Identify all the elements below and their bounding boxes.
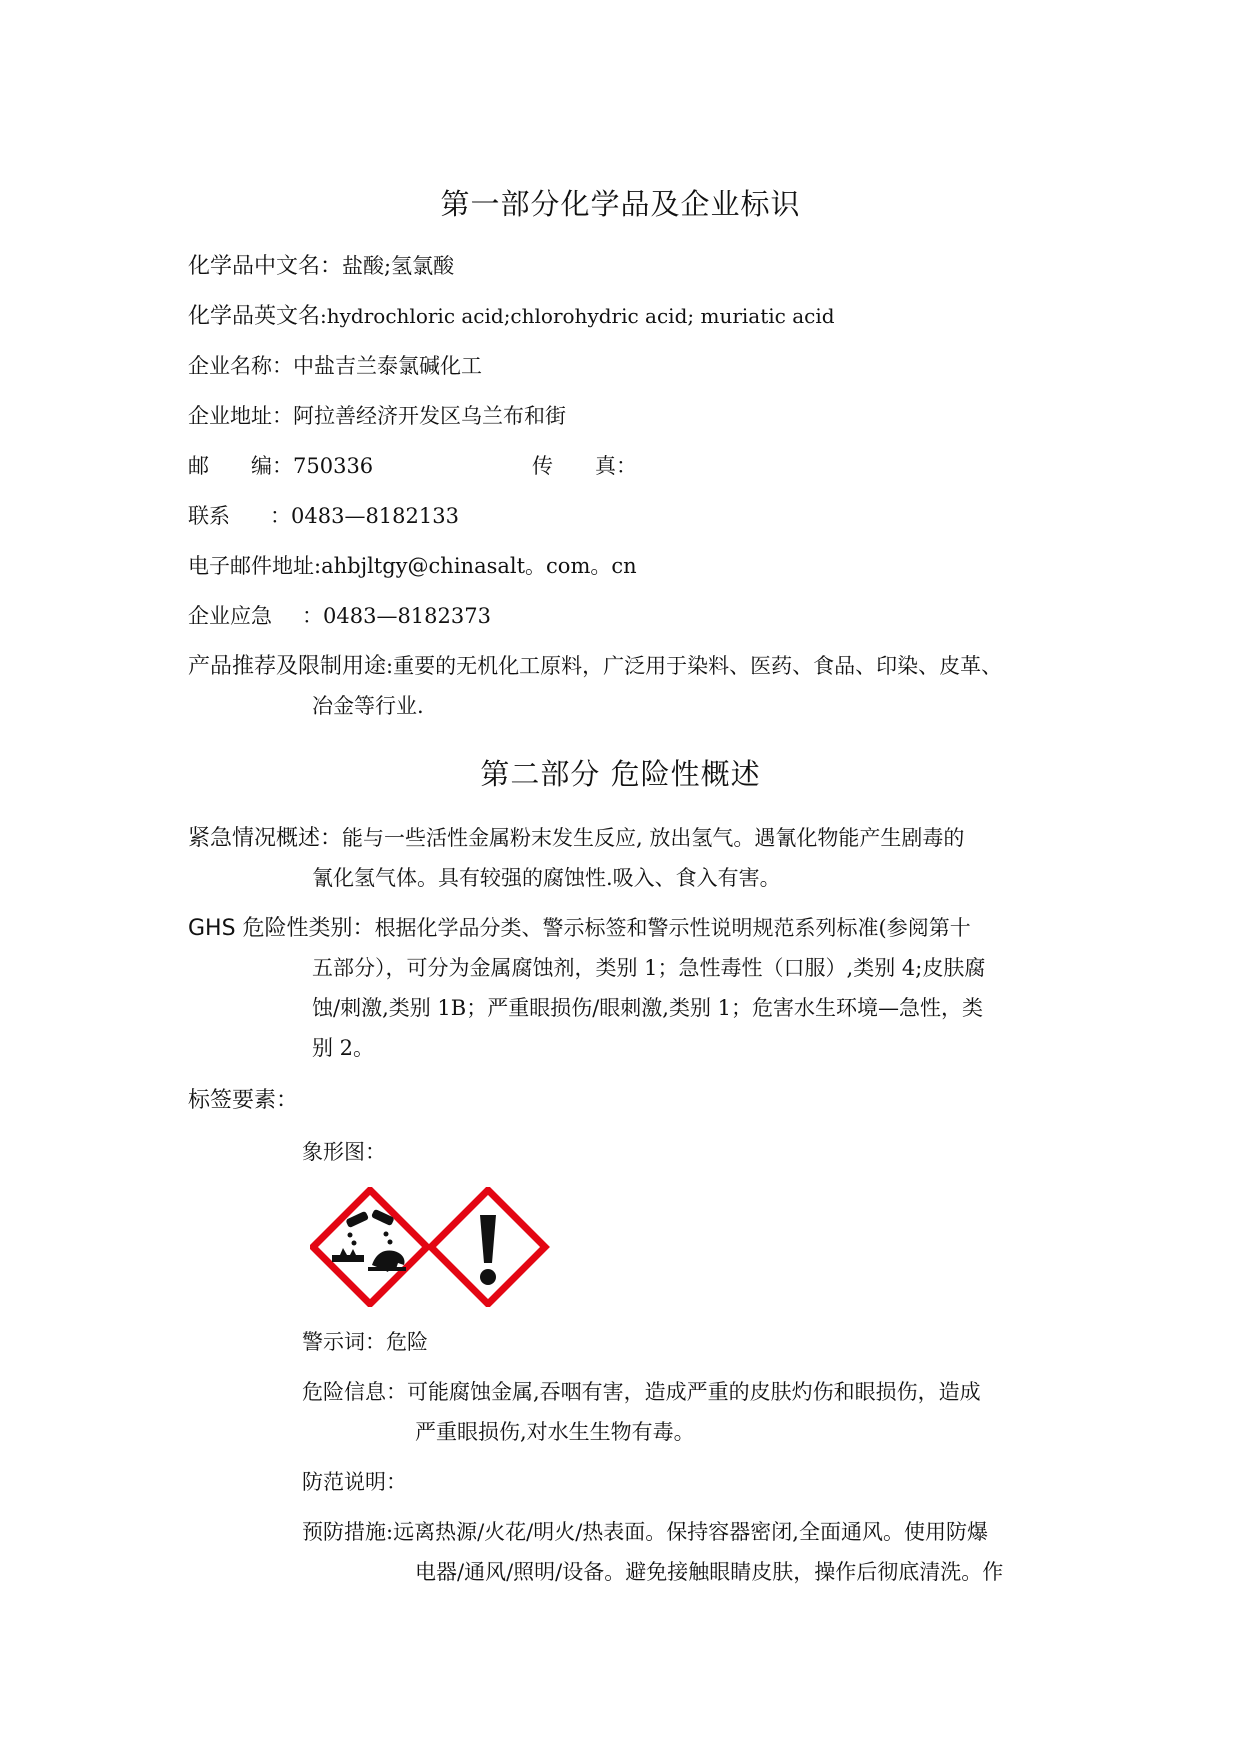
hazard-info-line1: 可能腐蚀金属,吞咽有害，造成严重的皮肤灼伤和眼损伤，造成 <box>407 1380 981 1404</box>
en-name-row <box>188 302 835 331</box>
exclamation-mark-icon <box>431 1190 545 1304</box>
section2-title: 第二部分 危险性概述 <box>480 757 761 791</box>
ghs-row <box>188 914 971 943</box>
usage-row <box>188 652 1002 681</box>
prevention-line1: 远离热源/火花/明火/热表面。保持容器密闭,全面通风。使用防爆 <box>393 1520 988 1544</box>
email-value: :ahbjltgy@chinasalt。com。cn <box>314 554 637 578</box>
corrosion-icon <box>313 1190 427 1304</box>
emergency-label: 企业应急 <box>188 604 272 628</box>
prevention-row <box>302 1518 988 1546</box>
ghs-label: GHS 危险性类别： <box>188 916 375 941</box>
section1-title: 第一部分化学品及企业标识 <box>440 187 801 221</box>
ghs-pictograms <box>310 1187 550 1307</box>
emergency-overview-line1: 能与一些活性金属粉末发生反应, 放出氢气。遇氰化物能产生剧毒的 <box>342 826 965 850</box>
contact-row <box>188 502 459 530</box>
ghs-line1: 根据化学品分类、警示标签和警示性说明规范系列标准(参阅第十 <box>374 916 971 940</box>
label-elements-row <box>188 1086 298 1115</box>
prevention-label: 预防措施: <box>302 1520 394 1544</box>
hazard-info-line2: 严重眼损伤,对水生生物有毒。 <box>415 1420 695 1444</box>
precaution-label: 防范说明： <box>302 1470 407 1494</box>
usage-value-line2: 冶金等行业. <box>312 694 424 718</box>
fax-label: 传 真： <box>532 454 637 478</box>
prevention-line2: 电器/通风/照明/设备。避免接触眼睛皮肤，操作后彻底清洗。作 <box>415 1560 1004 1584</box>
cn-name-row <box>188 252 454 281</box>
hazard-info-row <box>302 1378 981 1406</box>
ghs-line4: 别 2。 <box>312 1036 375 1060</box>
signal-word: 警示词：危险 <box>302 1330 428 1354</box>
ghs-line2: 五部分），可分为金属腐蚀剂，类别 1；急性毒性（口服）,类别 4;皮肤腐 <box>312 956 986 980</box>
email-row <box>188 552 637 580</box>
pictogram-label: 象形图： <box>302 1140 386 1164</box>
company-address: 企业地址：阿拉善经济开发区乌兰布和街 <box>188 404 566 428</box>
cn-name-value: 盐酸;氢氯酸 <box>342 254 455 278</box>
postcode-row <box>188 452 373 480</box>
usage-value-line1: :重要的无机化工原料，广泛用于染料、医药、食品、印染、皮革、 <box>386 654 1003 678</box>
emergency-overview-row <box>188 824 964 853</box>
postcode-value: 750336 <box>293 454 374 478</box>
cn-name-label: 化学品中文名： <box>188 254 343 279</box>
company-name: 企业名称：中盐吉兰泰氯碱化工 <box>188 354 482 378</box>
usage-label: 产品推荐及限制用途 <box>188 654 387 679</box>
hazard-info-label: 危险信息： <box>302 1380 407 1404</box>
emergency-overview-label: 紧急情况概述： <box>188 826 343 851</box>
emergency-overview-line2: 氰化氢气体。具有较强的腐蚀性.吸入、食入有害。 <box>312 866 781 890</box>
en-name-label: 化学品英文名 <box>188 304 321 329</box>
emergency-phone-row <box>188 602 491 630</box>
emergency-value: ：0483—8182373 <box>302 604 491 628</box>
email-label: 电子邮件地址 <box>188 554 314 578</box>
ghs-line3: 蚀/刺激,类别 1B；严重眼损伤/眼刺激,类别 1；危害水生环境—急性，类 <box>312 996 984 1020</box>
contact-label: 联系 <box>188 504 230 528</box>
label-elements-label: 标签要素： <box>188 1088 299 1113</box>
postcode-label: 邮 编： <box>188 454 293 478</box>
contact-value: ：0483—8182133 <box>270 504 459 528</box>
ghs-pictogram-svg <box>310 1187 550 1307</box>
en-name-value: :hydrochloric acid;chlorohydric acid; muriatic acid <box>320 304 835 328</box>
